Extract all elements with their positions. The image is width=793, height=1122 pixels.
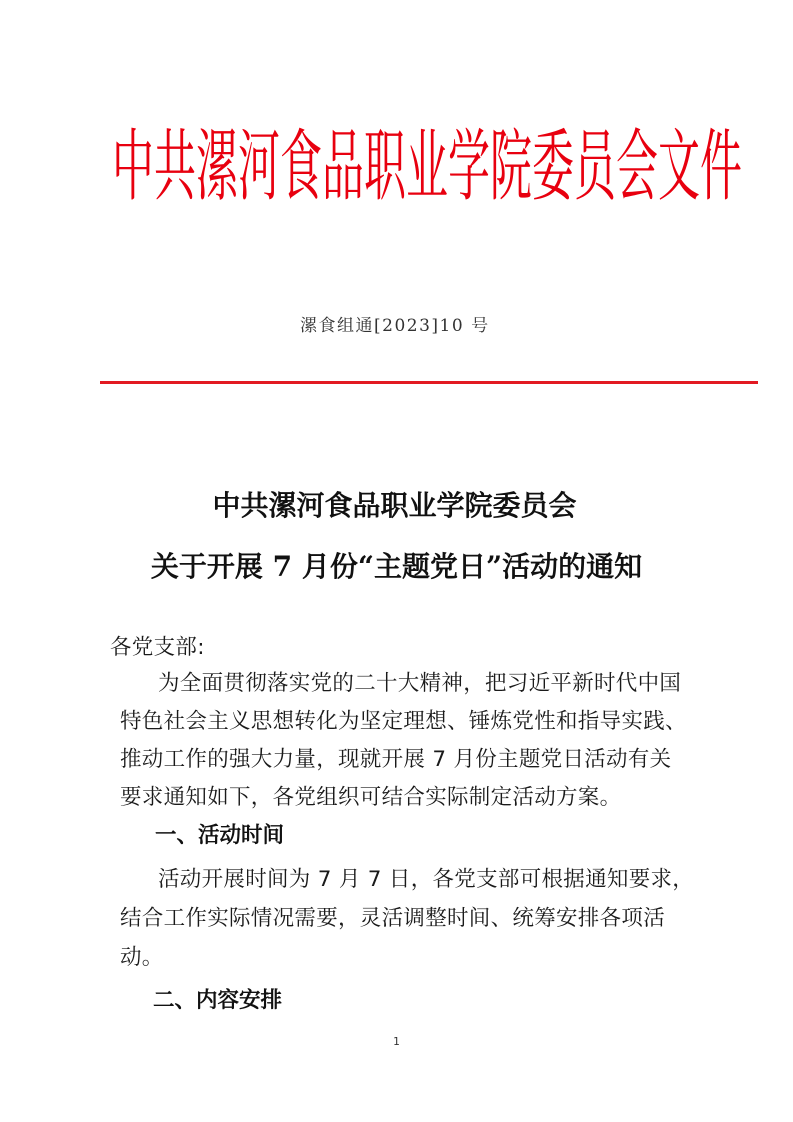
- red-header-title: 中共漯河食品职业学院委员会文件: [112, 120, 743, 212]
- page-number: 1: [393, 1035, 400, 1048]
- section-1-line-2: 结合工作实际情况需要，灵活调整时间、统筹安排各项活: [120, 906, 666, 931]
- section-1-line-1: 活动开展时间为 7 月 7 日，各党支部可根据通知要求，: [158, 867, 695, 892]
- section-1-line-3: 动。: [120, 945, 164, 970]
- red-divider-line: [100, 381, 758, 384]
- salutation: 各党支部:: [110, 635, 205, 660]
- notice-title-line-1: 中共漯河食品职业学院委员会: [212, 489, 577, 522]
- intro-line-3: 推动工作的强大力量，现就开展 7 月份主题党日活动有关: [120, 747, 672, 772]
- intro-line-1: 为全面贯彻落实党的二十大精神，把习近平新时代中国: [158, 671, 682, 696]
- section-heading-content-arrangement: 二、内容安排: [153, 988, 283, 1013]
- section-heading-activity-time: 一、活动时间: [155, 823, 285, 848]
- notice-title-line-2: 关于开展 7 月份“主题党日”活动的通知: [150, 550, 643, 583]
- document-number: 漯食组通[2023]10 号: [300, 316, 490, 336]
- intro-line-2: 特色社会主义思想转化为坚定理想、锤炼党性和指导实践、: [120, 709, 687, 734]
- intro-line-4: 要求通知如下，各党组织可结合实际制定活动方案。: [120, 785, 622, 810]
